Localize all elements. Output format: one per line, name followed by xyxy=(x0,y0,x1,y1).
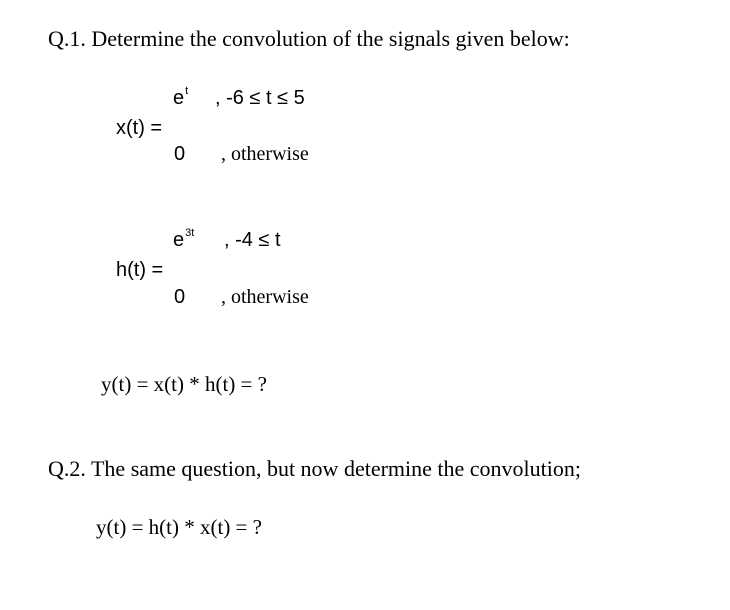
q2-heading: Q.2. The same question, but now determine the convolution; xyxy=(48,456,581,481)
h-case1-expression xyxy=(173,228,194,255)
h-lhs: h(t) = xyxy=(116,259,164,281)
h-case2-condition: , otherwise xyxy=(221,286,309,308)
x-case1-expression xyxy=(173,86,188,113)
q2-result-equation: y(t) = h(t) * x(t) = ? xyxy=(96,515,262,539)
h-case1-condition: , -4 ≤ t xyxy=(224,229,281,251)
x-case2-value: 0 xyxy=(174,143,186,165)
q1-heading: Q.1. Determine the convolution of the signals given below: xyxy=(48,26,570,51)
x-case2-condition: , otherwise xyxy=(221,143,309,165)
x-lhs: x(t) = xyxy=(116,117,163,139)
x-case1-condition: , -6 ≤ t ≤ 5 xyxy=(215,87,305,109)
x-case1-exponent: t xyxy=(185,85,189,97)
h-case1-base: e xyxy=(173,229,185,251)
x-case1-base: e xyxy=(173,87,185,109)
h-case2-value: 0 xyxy=(174,286,186,308)
q1-result-equation: y(t) = x(t) * h(t) = ? xyxy=(101,372,267,396)
h-case1-exponent: 3t xyxy=(185,227,195,239)
